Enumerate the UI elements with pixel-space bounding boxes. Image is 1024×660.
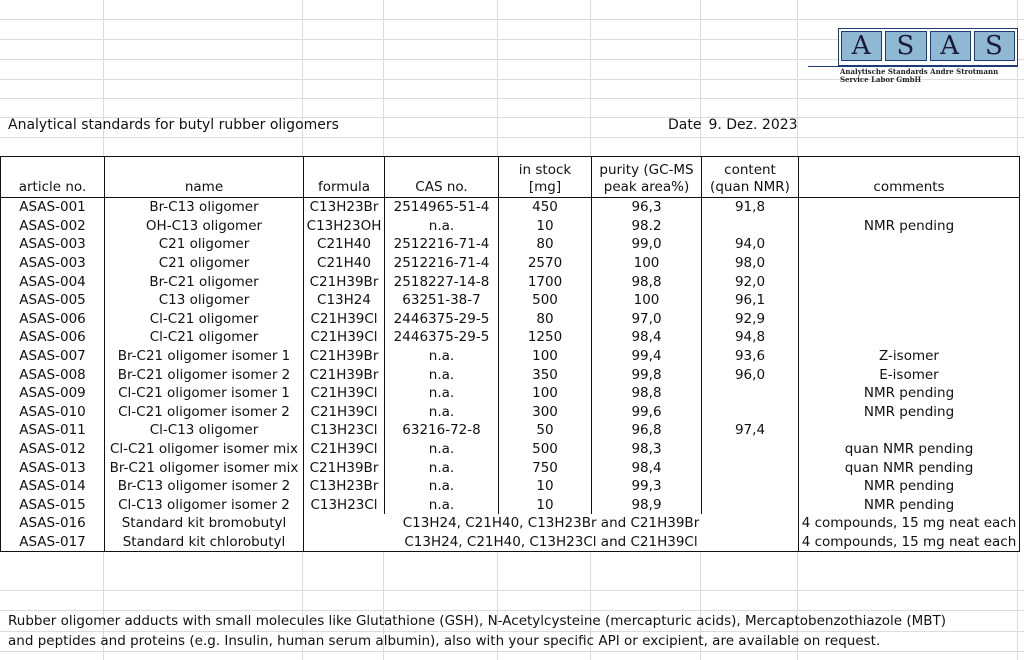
logo-letter: S xyxy=(885,31,926,61)
date-value: 9. Dez. 2023 xyxy=(708,117,798,133)
cell-article[interactable]: ASAS-012 xyxy=(1,440,105,459)
cell-formula[interactable]: C21H39Br xyxy=(304,458,385,477)
cell-purity[interactable]: 98,8 xyxy=(592,272,702,291)
cell-stock[interactable]: 750 xyxy=(499,458,592,477)
cell-comments[interactable] xyxy=(799,291,1020,310)
cell-name[interactable]: Br-C13 oligomer xyxy=(105,198,304,217)
logo-letter: A xyxy=(841,31,882,61)
cell-name[interactable]: Br-C21 oligomer isomer 1 xyxy=(105,347,304,366)
cell-cas[interactable]: n.a. xyxy=(385,217,499,236)
cell-stock[interactable]: 350 xyxy=(499,365,592,384)
cell-article[interactable]: ASAS-014 xyxy=(1,477,105,496)
cell-comments[interactable]: NMR pending xyxy=(799,384,1020,403)
cell-content[interactable]: 96,1 xyxy=(702,291,799,310)
cell-cas[interactable]: n.a. xyxy=(385,347,499,366)
cell-formula[interactable]: C13H23Cl xyxy=(304,421,385,440)
cell-article[interactable]: ASAS-001 xyxy=(1,198,105,217)
table-row xyxy=(1,458,1020,477)
grid-line xyxy=(0,651,1024,652)
cell-name[interactable]: C21 oligomer xyxy=(105,235,304,254)
cell-name[interactable]: Standard kit chlorobutyl xyxy=(105,533,304,552)
cell-stock[interactable]: 10 xyxy=(499,477,592,496)
cell-content[interactable] xyxy=(702,384,799,403)
cell-formula[interactable]: C21H39Cl xyxy=(304,328,385,347)
cell-content[interactable] xyxy=(702,217,799,236)
cell-comments[interactable]: NMR pending xyxy=(799,496,1020,515)
cell-content[interactable]: 96,0 xyxy=(702,365,799,384)
cell-name[interactable]: Br-C21 oligomer isomer 2 xyxy=(105,365,304,384)
cell-article[interactable]: ASAS-004 xyxy=(1,272,105,291)
cell-name[interactable]: Cl-C13 oligomer isomer 2 xyxy=(105,496,304,515)
logo-letter: A xyxy=(930,31,971,61)
cell-article[interactable]: ASAS-010 xyxy=(1,403,105,422)
cell-article[interactable]: ASAS-009 xyxy=(1,384,105,403)
cell-name[interactable]: Standard kit bromobutyl xyxy=(105,514,304,533)
grid-line xyxy=(0,137,1024,138)
cell-formula[interactable]: C21H39Br xyxy=(304,365,385,384)
kit-row xyxy=(1,514,1020,533)
cell-article[interactable]: ASAS-003 xyxy=(1,235,105,254)
cell-stock[interactable]: 500 xyxy=(499,291,592,310)
cell-cas[interactable]: 2518227-14-8 xyxy=(385,272,499,291)
table-row xyxy=(1,496,1020,515)
table-row xyxy=(1,421,1020,440)
cell-purity[interactable]: 99,4 xyxy=(592,347,702,366)
grid-line xyxy=(0,98,1024,99)
cell-purity[interactable]: 98.2 xyxy=(592,217,702,236)
cell-comments[interactable]: NMR pending xyxy=(799,217,1020,236)
table-row xyxy=(1,365,1020,384)
cell-comments[interactable] xyxy=(799,421,1020,440)
cell-formula[interactable]: C13H24 xyxy=(304,291,385,310)
cell-formula[interactable]: C13H23Cl xyxy=(304,496,385,515)
table-row xyxy=(1,198,1020,217)
cell-purity[interactable]: 98,4 xyxy=(592,458,702,477)
cell-comments[interactable]: Z-isomer xyxy=(799,347,1020,366)
cell-cas[interactable]: 2512216-71-4 xyxy=(385,235,499,254)
logo-letter: S xyxy=(974,31,1015,61)
cell-stock[interactable]: 100 xyxy=(499,347,592,366)
cell-content[interactable] xyxy=(702,458,799,477)
table-row xyxy=(1,477,1020,496)
cell-name[interactable]: Br-C13 oligomer isomer 2 xyxy=(105,477,304,496)
cell-formula[interactable]: C21H39Cl xyxy=(304,384,385,403)
cell-cas[interactable]: n.a. xyxy=(385,496,499,515)
cell-article[interactable]: ASAS-013 xyxy=(1,458,105,477)
cell-cas[interactable]: n.a. xyxy=(385,365,499,384)
cell-cas[interactable]: n.a. xyxy=(385,440,499,459)
cell-purity[interactable]: 97,0 xyxy=(592,310,702,329)
grid-line xyxy=(0,19,1024,20)
cell-name[interactable]: Cl-C21 oligomer xyxy=(105,328,304,347)
cell-formula[interactable]: C21H39Cl xyxy=(304,403,385,422)
date-label: Date xyxy=(668,117,702,133)
cell-comments[interactable] xyxy=(799,254,1020,273)
table-row xyxy=(1,254,1020,273)
column-header-stock[interactable]: in stock [mg] xyxy=(499,157,592,198)
cell-formula[interactable]: C21H39Br xyxy=(304,272,385,291)
cell-stock[interactable]: 450 xyxy=(499,198,592,217)
cell-content[interactable]: 98,0 xyxy=(702,254,799,273)
cell-content[interactable]: 94,0 xyxy=(702,235,799,254)
table-row xyxy=(1,235,1020,254)
cell-article[interactable]: ASAS-006 xyxy=(1,310,105,329)
cell-purity[interactable]: 98,8 xyxy=(592,384,702,403)
cell-formula[interactable]: C21H39Cl xyxy=(304,440,385,459)
cell-name[interactable]: Br-C21 oligomer xyxy=(105,272,304,291)
cell-name[interactable]: Cl-C21 oligomer isomer 2 xyxy=(105,403,304,422)
column-header-name[interactable]: name xyxy=(105,157,304,198)
cell-formula[interactable]: C13H23OH xyxy=(304,217,385,236)
cell-name[interactable]: Cl-C13 oligomer xyxy=(105,421,304,440)
table-row xyxy=(1,384,1020,403)
table-row xyxy=(1,310,1020,329)
cell-purity[interactable]: 98,9 xyxy=(592,496,702,515)
table-header-row xyxy=(1,157,1020,198)
cell-content[interactable] xyxy=(702,496,799,515)
cell-cas[interactable]: n.a. xyxy=(385,403,499,422)
cell-stock[interactable]: 2570 xyxy=(499,254,592,273)
cell-kit-composition[interactable]: C13H24, C21H40, C13H23Br and C21H39Br xyxy=(304,514,799,533)
table-row xyxy=(1,217,1020,236)
cell-stock[interactable]: 80 xyxy=(499,235,592,254)
cell-purity[interactable]: 98,3 xyxy=(592,440,702,459)
logo-subtitle-line: Analytische Standards Andre Strotmann xyxy=(840,67,999,76)
cell-kit-composition[interactable]: C13H24, C21H40, C13H23Cl and C21H39Cl xyxy=(304,533,799,552)
column-header-cas[interactable]: CAS no. xyxy=(385,157,499,198)
cell-article[interactable]: ASAS-007 xyxy=(1,347,105,366)
cell-purity[interactable]: 96,3 xyxy=(592,198,702,217)
cell-name[interactable]: OH-C13 oligomer xyxy=(105,217,304,236)
cell-comments[interactable]: E-isomer xyxy=(799,365,1020,384)
asas-logo xyxy=(838,28,1018,66)
cell-content[interactable] xyxy=(702,440,799,459)
cell-stock[interactable]: 100 xyxy=(499,384,592,403)
cell-stock[interactable]: 500 xyxy=(499,440,592,459)
cell-article[interactable]: ASAS-005 xyxy=(1,291,105,310)
cell-name[interactable]: C13 oligomer xyxy=(105,291,304,310)
table-row xyxy=(1,328,1020,347)
cell-article[interactable]: ASAS-003 xyxy=(1,254,105,273)
cell-formula[interactable]: C21H40 xyxy=(304,254,385,273)
cell-purity[interactable]: 96,8 xyxy=(592,421,702,440)
column-header-content[interactable]: content (quan NMR) xyxy=(702,157,799,198)
cell-article[interactable]: ASAS-015 xyxy=(1,496,105,515)
cell-content[interactable]: 92,9 xyxy=(702,310,799,329)
cell-content[interactable]: 93,6 xyxy=(702,347,799,366)
cell-comments[interactable] xyxy=(799,310,1020,329)
cell-formula[interactable]: C21H40 xyxy=(304,235,385,254)
cell-formula[interactable]: C13H23Br xyxy=(304,198,385,217)
cell-formula[interactable]: C13H23Br xyxy=(304,477,385,496)
cell-name[interactable]: Br-C21 oligomer isomer mix xyxy=(105,458,304,477)
cell-comments[interactable] xyxy=(799,235,1020,254)
cell-purity[interactable]: 100 xyxy=(592,291,702,310)
cell-name[interactable]: Cl-C21 oligomer isomer 1 xyxy=(105,384,304,403)
column-header-article[interactable]: article no. xyxy=(1,157,105,198)
cell-stock[interactable]: 50 xyxy=(499,421,592,440)
cell-cas[interactable]: 63251-38-7 xyxy=(385,291,499,310)
table-row xyxy=(1,347,1020,366)
cell-comments[interactable]: NMR pending xyxy=(799,403,1020,422)
cell-cas[interactable]: n.a. xyxy=(385,458,499,477)
footer-line: and peptides and proteins (e.g. Insulin, human serum albumin), also with your specific API or excipient, are available on request. xyxy=(8,633,881,649)
cell-stock[interactable]: 80 xyxy=(499,310,592,329)
table-row xyxy=(1,272,1020,291)
cell-cas[interactable]: 63216-72-8 xyxy=(385,421,499,440)
cell-name[interactable]: C21 oligomer xyxy=(105,254,304,273)
cell-purity[interactable]: 99,6 xyxy=(592,403,702,422)
standards-table xyxy=(0,156,1020,552)
column-header-comments[interactable]: comments xyxy=(799,157,1020,198)
kit-row xyxy=(1,533,1020,552)
cell-content[interactable]: 92,0 xyxy=(702,272,799,291)
cell-stock[interactable]: 10 xyxy=(499,217,592,236)
cell-formula[interactable]: C21H39Br xyxy=(304,347,385,366)
column-header-purity[interactable]: purity (GC-MS peak area%) xyxy=(592,157,702,198)
cell-cas[interactable]: 2446375-29-5 xyxy=(385,328,499,347)
cell-comments[interactable] xyxy=(799,328,1020,347)
cell-article[interactable]: ASAS-011 xyxy=(1,421,105,440)
table-row xyxy=(1,291,1020,310)
cell-article[interactable]: ASAS-017 xyxy=(1,533,105,552)
cell-formula[interactable]: C21H39Cl xyxy=(304,310,385,329)
cell-stock[interactable]: 300 xyxy=(499,403,592,422)
cell-content[interactable] xyxy=(702,403,799,422)
sheet-title: Analytical standards for butyl rubber oligomers xyxy=(8,117,339,133)
cell-article[interactable]: ASAS-006 xyxy=(1,328,105,347)
cell-article[interactable]: ASAS-002 xyxy=(1,217,105,236)
cell-comments[interactable]: quan NMR pending xyxy=(799,458,1020,477)
cell-cas[interactable]: 2514965-51-4 xyxy=(385,198,499,217)
logo-subtitle-line: Service Labor GmbH xyxy=(840,75,922,84)
table-row xyxy=(1,440,1020,459)
cell-stock[interactable]: 10 xyxy=(499,496,592,515)
cell-content[interactable] xyxy=(702,477,799,496)
cell-cas[interactable]: n.a. xyxy=(385,477,499,496)
cell-comments[interactable]: 4 compounds, 15 mg neat each xyxy=(799,514,1020,533)
column-header-formula[interactable]: formula xyxy=(304,157,385,198)
cell-purity[interactable]: 98,4 xyxy=(592,328,702,347)
cell-comments[interactable]: 4 compounds, 15 mg neat each xyxy=(799,533,1020,552)
cell-cas[interactable]: 2446375-29-5 xyxy=(385,310,499,329)
cell-content[interactable]: 91,8 xyxy=(702,198,799,217)
table-row xyxy=(1,403,1020,422)
grid-line xyxy=(0,590,1024,591)
cell-purity[interactable]: 100 xyxy=(592,254,702,273)
cell-stock[interactable]: 1700 xyxy=(499,272,592,291)
logo-subtitle xyxy=(840,68,998,84)
cell-purity[interactable]: 99,3 xyxy=(592,477,702,496)
cell-cas[interactable]: 2512216-71-4 xyxy=(385,254,499,273)
cell-article[interactable]: ASAS-008 xyxy=(1,365,105,384)
cell-comments[interactable] xyxy=(799,272,1020,291)
cell-purity[interactable]: 99,0 xyxy=(592,235,702,254)
cell-article[interactable]: ASAS-016 xyxy=(1,514,105,533)
cell-name[interactable]: Cl-C21 oligomer isomer mix xyxy=(105,440,304,459)
cell-content[interactable]: 94,8 xyxy=(702,328,799,347)
cell-content[interactable]: 97,4 xyxy=(702,421,799,440)
footer-line: Rubber oligomer adducts with small molecules like Glutathione (GSH), N-Acetylcysteine (mercapturic acids), Mercaptobenzothiazole (MBT) xyxy=(8,613,947,629)
cell-comments[interactable] xyxy=(799,198,1020,217)
footer-note xyxy=(8,611,946,651)
date-cell xyxy=(668,117,805,133)
cell-comments[interactable]: quan NMR pending xyxy=(799,440,1020,459)
cell-stock[interactable]: 1250 xyxy=(499,328,592,347)
cell-cas[interactable]: n.a. xyxy=(385,384,499,403)
cell-purity[interactable]: 99,8 xyxy=(592,365,702,384)
cell-name[interactable]: Cl-C21 oligomer xyxy=(105,310,304,329)
cell-comments[interactable]: NMR pending xyxy=(799,477,1020,496)
